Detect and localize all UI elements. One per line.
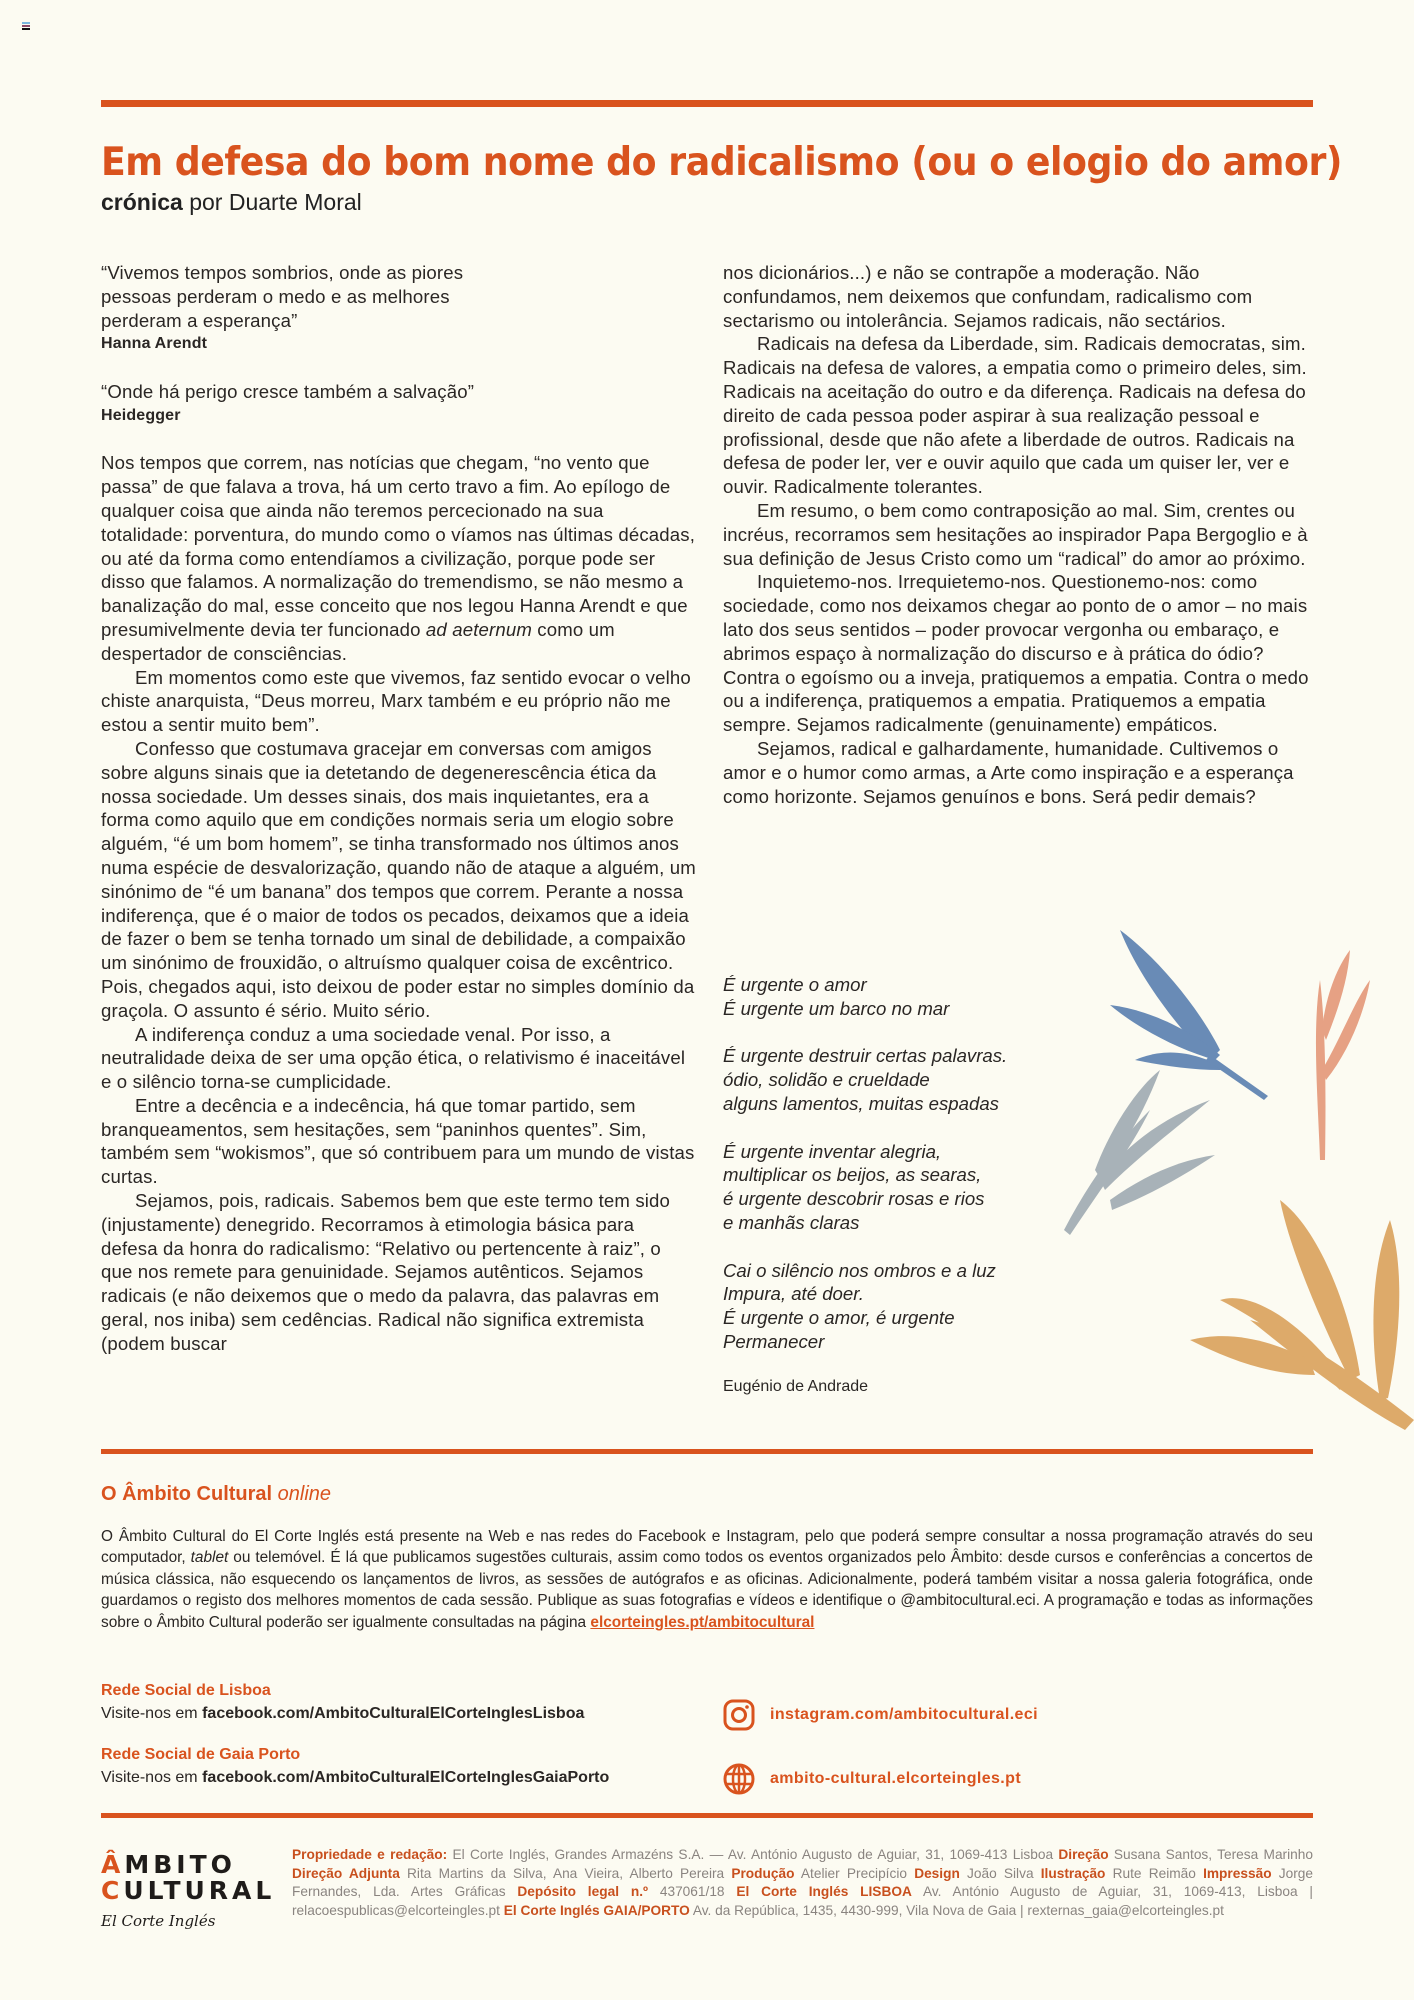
- online-text: ou telemóvel. É lá que publicamos sugestões culturais, assim como todos os eventos organizados pelo Âmbito: desde cursos e conferências a concertos de música clássica, não esquecendo os lançamentos de livros, as sessões de autógrafos e as oficinas. Adicionalmente, poderá também visitar a nossa galeria fotográfica, onde guardamos o registo dos melhores momentos de cada sessão. Publique as suas fotografias e vídeos e identifique o @ambitocultural.eci. A programação e todas as informações sobre o Âmbito Cultural poderão ser igualmente consultadas na página: [101, 1549, 1313, 1631]
- epigraph-text: “Vivemos tempos sombrios, onde as piores pessoas perderam o medo e as melhores perderam a esperança”: [101, 262, 464, 331]
- credit-text: Susana Santos, Teresa Marinho: [1108, 1847, 1313, 1862]
- epigraph: [101, 261, 696, 356]
- blue-leaf-icon: [1110, 930, 1268, 1100]
- poem-line: É urgente um barco no mar: [723, 997, 950, 1019]
- epigraph-text: “Onde há perigo cresce também a salvação”: [101, 380, 475, 402]
- paragraph: Confesso que costumava gracejar em conversas com amigos sobre alguns sinais que ia detetando de degenerescência ética da nossa sociedade. Um desses sinais, dos mais inquietantes, era a forma como aquilo que em condições normais seria um elogio sobre alguém, “é um bom homem”, se tinha transformado nos últimos anos numa espécie de desvalorização, quando não de ataque a alguém, um sinónimo de “é um banana” dos tempos que correm. Perante a nossa indiferença, que é o maior de todos os pecados, deixamos que a ideia de fazer o bem se tenha tornado um sinal de debilidade, a compaixão um sinónimo de frouxidão, o altruísmo qualquer coisa de excêntrico. Pois, chegados aqui, isto deixou de poder estar no simples domínio da graçola. O assunto é sério. Muito sério.: [101, 737, 696, 1021]
- paragraph: Radicais na defesa da Liberdade, sim. Radicais democratas, sim. Radicais na defesa de valores, a empatia como o primeiro deles, sim. Radicais na aceitação do outro e da diferença. Radicais na defesa do direito de cada pessoa poder aspirar à sua realização pessoal e profissional, desde que não afete a liberdade de outros. Radicais na defesa de poder ler, ver e ouvir aquilo que cada um quiser ler, ver e ouvir. Radicalmente tolerantes.: [723, 333, 1307, 498]
- credit-label: Produção: [731, 1865, 795, 1881]
- paragraph: Sejamos, radical e galhardamente, humanidade. Cultivemos o amor e o humor como armas, a Arte como inspiração e a esperança como horizonte. Sejamos genuínos e bons. Será pedir demais?: [723, 737, 1294, 807]
- lisboa-facebook-link[interactable]: facebook.com/AmbitoCulturalElCorteInglesLisboa: [202, 1705, 585, 1722]
- section-rule: [101, 1449, 1313, 1454]
- credit-label: Direção: [1058, 1847, 1109, 1862]
- poem-line: Permanecer: [723, 1330, 825, 1352]
- ambito-cultural-logo: [101, 1852, 281, 1930]
- gaia-facebook: [101, 1769, 609, 1787]
- author: por Duarte Moral: [189, 189, 362, 215]
- epigraph-author: Heidegger: [101, 406, 181, 424]
- paragraph: nos dicionários...) e não se contrapõe a moderação. Não confundamos, nem deixemos que confundam, radicalismo com sectarismo ou intolerância. Sejamos radicais, não sectários.: [723, 262, 1253, 331]
- poem-line: Cai o silêncio nos ombros e a luz: [723, 1259, 996, 1281]
- online-title-text: O Âmbito Cultural: [101, 1483, 273, 1505]
- poem-author: Eugénio de Andrade: [723, 1378, 869, 1395]
- credit-text: Av. António Augusto de Aguiar, 31, 1069-413, Lisboa | relacoespublicas@elcorteingles.pt: [292, 1884, 1313, 1918]
- credit-label: El Corte Inglés LISBOA: [736, 1884, 912, 1900]
- section-label: crónica: [101, 189, 183, 215]
- poem-stanza: [723, 1259, 1007, 1354]
- poem-line: alguns lamentos, muitas espadas: [723, 1092, 999, 1114]
- visit-prefix: Visite-nos em: [101, 1769, 198, 1786]
- credit-text: Atelier Precipício: [794, 1865, 915, 1881]
- logo-line1: ÂMBITO: [101, 1850, 236, 1879]
- epigraph-author: Hanna Arendt: [101, 335, 208, 353]
- credit-text: Av. da República, 1435, 4430-999, Vila Nova de Gaia | rexternas_gaia@elcorteingles.pt: [689, 1902, 1224, 1918]
- grey-leaf-icon: [1064, 1070, 1215, 1235]
- paragraph-text: como um despertador de consciências.: [101, 618, 615, 664]
- website-url: ambito-cultural.elcorteingles.pt: [770, 1770, 1022, 1787]
- article-column-left: [101, 261, 696, 1356]
- el-corte-ingles-logo: El Corte Inglés: [101, 1912, 216, 1930]
- logo-line2: CULTURAL: [101, 1876, 276, 1905]
- poem-line: multiplicar os beijos, as searas,: [723, 1164, 982, 1186]
- gaia-facebook-link[interactable]: facebook.com/AmbitoCulturalElCorteInglesGaiaPorto: [202, 1769, 610, 1786]
- poem: [723, 973, 1007, 1378]
- corner-mark-icon: [22, 22, 30, 30]
- tan-leaf-icon: [1190, 1200, 1414, 1430]
- instagram-link[interactable]: [722, 1698, 1038, 1732]
- instagram-icon: [722, 1698, 756, 1732]
- credit-label: Direção Adjunta: [292, 1865, 400, 1881]
- online-text-italic: tablet: [190, 1549, 229, 1567]
- poem-line: é urgente descobrir rosas e rios: [723, 1188, 985, 1210]
- paragraph: Sejamos, pois, radicais. Sabemos bem que este termo tem sido (injustamente) denegrido. Recorramos à etimologia básica para defesa da honra do radicalismo: “Relativo ou pertencente à raiz”, o que nos remete para genuinidade. Sejamos autênticos. Sejamos radicais (e não deixemos que o medo da palavra, das palavras em geral, nos iniba) sem cedências. Radical não significa extremista (podem buscar: [101, 1190, 671, 1354]
- paragraph: Entre a decência e a indecência, há que tomar partido, sem branqueamentos, sem hesitações, sem “paninhos quentes”. Sim, também sem “wokismos”, que só contribuem para um mundo de vistas curtas.: [101, 1094, 695, 1188]
- online-section-title: [101, 1483, 331, 1506]
- credit-label: Ilustração: [1040, 1865, 1106, 1881]
- credit-text: 437061/18: [648, 1884, 737, 1900]
- lisboa-facebook: [101, 1705, 584, 1723]
- paragraph: [101, 451, 696, 665]
- latin-phrase: ad aeternum: [425, 618, 532, 640]
- poem-stanza: [723, 1140, 1007, 1235]
- gaia-label: Rede Social de Gaia Porto: [101, 1746, 301, 1763]
- epigraph: [101, 380, 696, 428]
- poem-stanza: [723, 973, 1007, 1021]
- visit-prefix: Visite-nos em: [101, 1705, 198, 1722]
- poem-stanza: [723, 1044, 1007, 1115]
- lisboa-label: Rede Social de Lisboa: [101, 1682, 271, 1699]
- website-link[interactable]: [722, 1762, 1021, 1796]
- paragraph: Em momentos como este que vivemos, faz sentido evocar o velho chiste anarquista, “Deus morreu, Marx também e eu próprio não me estou a sentir muito bem”.: [101, 666, 691, 736]
- article-column-right: [723, 261, 1323, 808]
- poem-line: ódio, solidão e crueldade: [723, 1069, 930, 1091]
- credit-label: Depósito legal n.º: [517, 1884, 648, 1900]
- credit-text: Rita Martins da Silva, Ana Vieira, Alberto Pereira: [399, 1865, 732, 1881]
- poem-line: Impura, até doer.: [723, 1283, 864, 1305]
- credit-label: Propriedade e redação:: [292, 1847, 448, 1862]
- credit-label: Design: [914, 1865, 960, 1881]
- online-section-body: [101, 1526, 1313, 1633]
- article-byline: [101, 189, 362, 216]
- credit-text: João Silva: [959, 1865, 1041, 1881]
- online-text: O Âmbito Cultural do El Corte Inglés está presente na Web e nas redes do Facebook e Instagram, pelo que poderá sempre consultar a nossa programação através do seu computador,: [101, 1528, 1313, 1567]
- article-title: Em defesa do bom nome do radicalismo (ou o elogio do amor): [101, 140, 1342, 185]
- online-title-italic: online: [277, 1483, 332, 1505]
- credit-label: Impressão: [1203, 1865, 1272, 1881]
- poem-line: É urgente o amor, é urgente: [723, 1307, 955, 1329]
- masthead-credits: [292, 1846, 1313, 1920]
- poem-line: É urgente destruir certas palavras.: [723, 1045, 1008, 1067]
- poem-line: É urgente o amor: [723, 974, 867, 995]
- paragraph: Inquietemo-nos. Irrequietemo-nos. Questionemo-nos: como sociedade, como nos deixamos chegar ao ponto de o amor – no mais lato dos seus sentidos – poder provocar vergonha ou embaraço, e abrimos espaço à normalização do discurso e à prática do ódio? Contra o egoísmo ou a inveja, pratiquemos a empatia. Contra o medo ou a indiferença, pratiquemos a empatia. Pratiquemos a empatia sempre. Sejamos radicalmente (genuinamente) empáticos.: [723, 571, 1309, 736]
- top-rule: [101, 100, 1313, 107]
- credit-text: Rute Reimão: [1105, 1865, 1204, 1881]
- credit-text: Jorge Fernandes, Lda. Artes Gráficas: [292, 1865, 1313, 1900]
- poem-line: É urgente inventar alegria,: [723, 1140, 942, 1162]
- instagram-url: instagram.com/ambitocultural.eci: [770, 1706, 1038, 1723]
- paragraph-text: Nos tempos que correm, nas notícias que chegam, “no vento que passa” de que falava a trova, há um certo travo a fim. Ao epílogo de qualquer coisa que ainda não teremos percecionado na sua totalidade: porventura, do mundo como o víamos nas últimas décadas, ou até da forma como entendíamos a civilização, porque pode ser disso que falamos. A normalização do tremendismo, se não mesmo a banalização do mal, esse conceito que nos legou Hanna Arendt e que presumivelmente devia ter funcionado: [101, 452, 696, 640]
- credit-label: El Corte Inglés GAIA/PORTO: [503, 1902, 690, 1918]
- leaf-illustration: [1050, 920, 1414, 1440]
- credit-text: El Corte Inglés, Grandes Armazéns S.A. — Av. António Augusto de Aguiar, 31, 1069-413 Lisboa: [447, 1847, 1059, 1862]
- ambito-cultural-link[interactable]: elcorteingles.pt/ambitocultural: [590, 1613, 815, 1631]
- footer-rule: [101, 1813, 1313, 1818]
- pink-leaf-icon: [1316, 950, 1370, 1160]
- globe-icon: [722, 1762, 756, 1796]
- paragraph: A indiferença conduz a uma sociedade venal. Por isso, a neutralidade deixa de ser uma opção ética, o relativismo é inaceitável e o silêncio torna-se cumplicidade.: [101, 1023, 686, 1093]
- paragraph: Em resumo, o bem como contraposição ao mal. Sim, crentes ou incréus, recorramos sem hesitações ao inspirador Papa Bergoglio e à sua definição de Jesus Cristo como um “radical” do amor ao próximo.: [723, 499, 1308, 569]
- poem-line: e manhãs claras: [723, 1211, 860, 1233]
